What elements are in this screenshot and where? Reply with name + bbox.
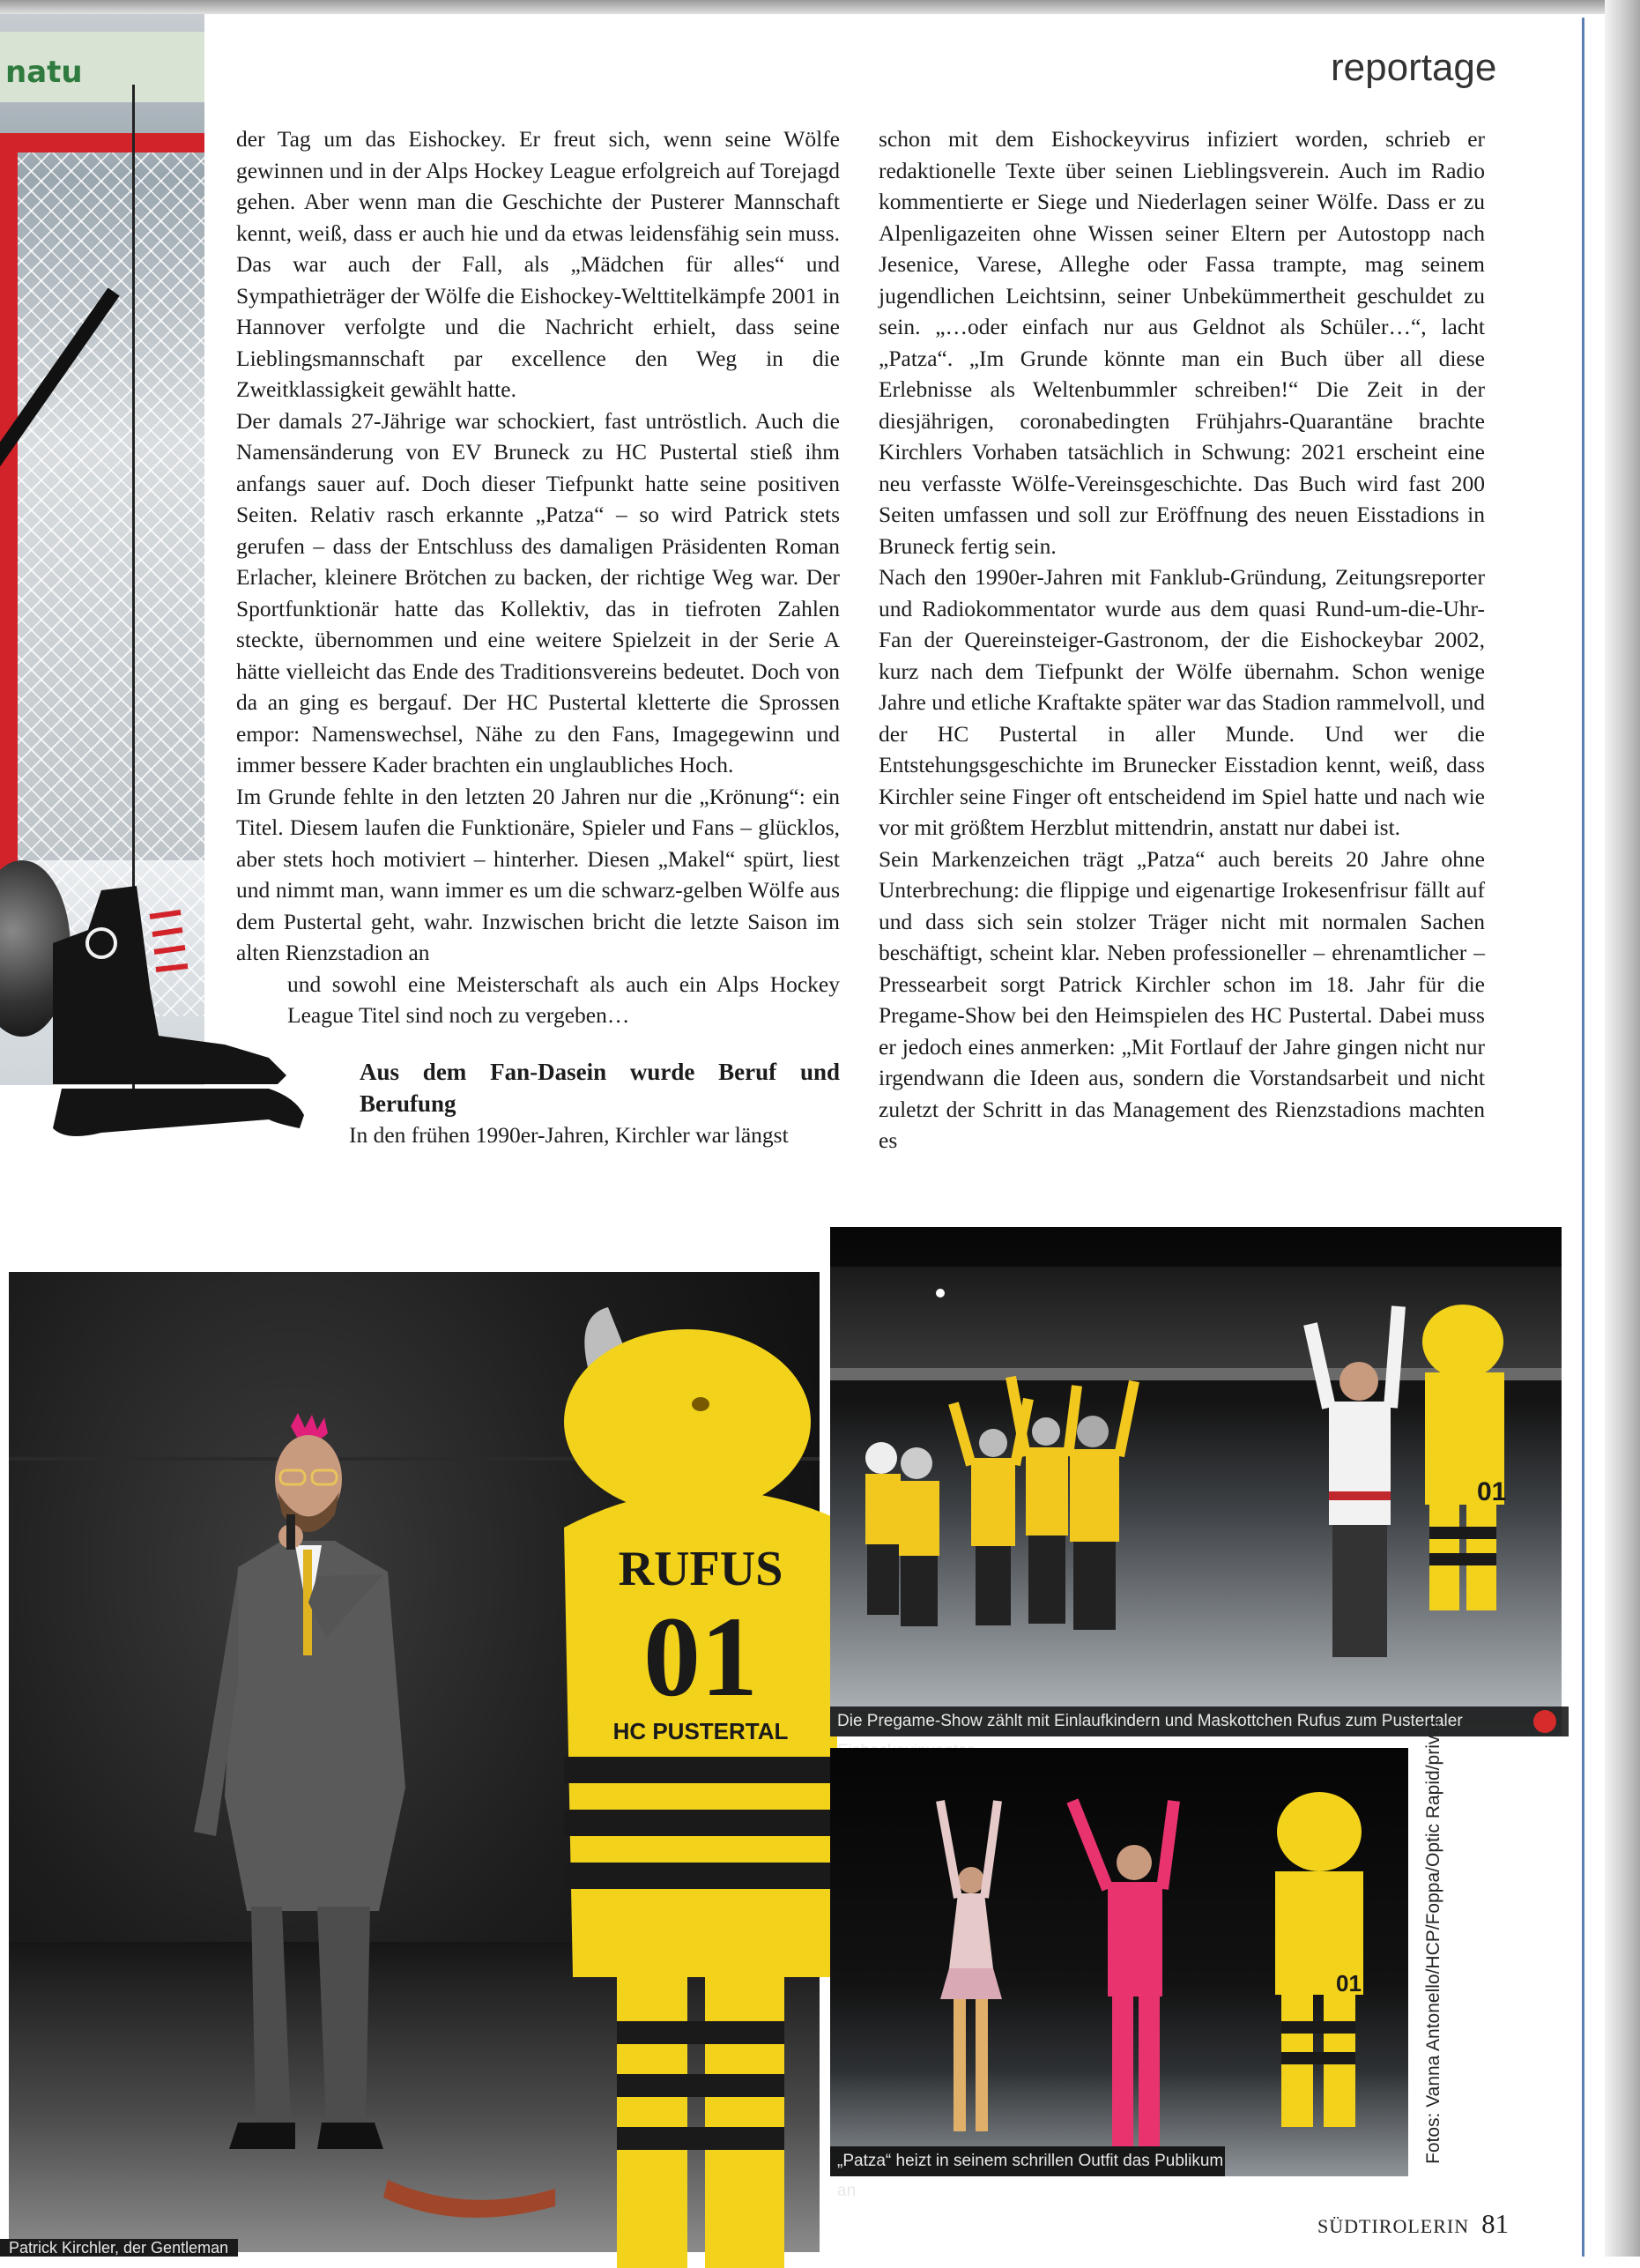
article-left-column (236, 123, 840, 1150)
page-number: 81 (1481, 2208, 1510, 2239)
caption-pregame-photo: Die Pregame-Show zählt mit Einlaufkindern und Maskottchen Rufus zum Pustertaler (830, 1707, 1569, 1736)
article-right-column (879, 123, 1485, 1156)
rink-banner-text: natu (5, 55, 83, 90)
goal-crossbar (0, 133, 204, 152)
photo-agency-logo-icon (1533, 1710, 1556, 1733)
page-footer (1317, 2208, 1509, 2240)
mascot-number-2: 01 (1336, 1970, 1362, 1997)
left-paragraph-3: Im Grunde fehlte in den letzten 20 Jahren nur die „Krönung“: ein Titel. Diesem laufen die Funktionäre, Spieler und Fans – glücklos, aber stets hoch motiviert – hinterher. Diesen „Makel“ spürt, liest und nimmt man, wann immer es um die schwarz-gelben Wölfe aus dem Pustertal geht, wahr. Inzwischen bricht die letzte Saison im alten Rienzstadion an (236, 783, 840, 965)
mascot-rufus-small-2 (1275, 1792, 1363, 2127)
section-subheading: Aus dem Fan-Dasein wurde Beruf und Berufung (360, 1058, 840, 1117)
left-paragraph-5: In den frühen 1990er-Jahren, Kirchler war längst (349, 1121, 789, 1148)
mascot-rufus (555, 1298, 837, 2268)
scan-right-edge (1605, 0, 1640, 2257)
page-binding-line (1582, 18, 1584, 2257)
right-paragraph-2: Nach den 1990er-Jahren mit Fanklub-Gründung, Zeitungsreporter und Radiokommentator wurde aus dem quasi Rund-um-die-Uhr-Fan der Quereinsteiger-Gastronom, der die Eishockeybar 2002, kurz nach dem Tiefpunkt der Wölfe übernahm. Schon wenige Jahre und etliche Kraftakte später war das Stadion rammelvoll, und der HC Pustertal in aller Munde. Und wer die Entstehungsgeschichte im Brunecker Eisstadion kennt, weiß, dass Kirchler seine Finger oft entscheidend im Spiel hatte und nach wie vor mit größtem Herzblut mittendrin, anstatt nur dabei ist. (879, 564, 1485, 840)
figure-skater (940, 1801, 1002, 2131)
kid-figure-2 (899, 1447, 939, 1626)
photo-patza-pink (830, 1748, 1408, 2200)
kid-figure-5 (1070, 1381, 1134, 1630)
adult-white-jersey (1310, 1306, 1399, 1657)
photo-credit: Fotos: Vanna Antonello/HCP/Foppa/Optic Rapid/privat (1423, 1720, 1443, 2164)
magazine-name: SÜDTIROLERIN (1317, 2215, 1470, 2237)
jersey-team: HC PUSTERTAL (612, 1718, 789, 1744)
kid-figure-4 (1011, 1377, 1077, 1624)
right-paragraph-1: schon mit dem Eishockeyvirus infiziert worden, schrieb er redaktionelle Texte über seinen Lieblingsverein. Auch im Radio kommentierte er Siege und Niederlagen seiner Wölfe. Dass er zu Alpenligazeiten ohne Wissen seiner Eltern per Autostopp nach Jesenice, Varese, Alleghe oder Fassa trampte, mag seinem jugendlichen Leichtsinn, seiner Unbekümmertheit geschuldet zu sein. „…oder einfach nur aus Geldnot als Schüler…“, lacht „Patza“. „Im Grunde könnte man ein Buch über all diese Erlebnisse als Weltenbummler schreiben!“ Die Zeit in der diesjährigen, coronabedingten Frühjahrs-Quarantäne brachte Kirchlers Vorhaben tatsächlich in Schwung: 2021 erscheint eine neu verfasste Wölfe-Vereinsgeschichte. Das Buch wird fast 200 Seiten umfassen und soll zur Eröffnung des neuen Eisstadions in Bruneck fertig sein. (879, 126, 1485, 559)
patza-figures (830, 1748, 1408, 2176)
scan-top-edge (0, 0, 1640, 14)
section-label: reportage (1331, 46, 1497, 89)
caption-patza-photo: „Patza“ heizt in seinem schrillen Outfit das Publikum an (830, 2146, 1225, 2176)
speaker-figure (185, 1417, 467, 2193)
pregame-figures (830, 1227, 1562, 1736)
mascot-number: 01 (1477, 1477, 1507, 1506)
left-paragraph-2: Der damals 27-Jährige war schockiert, fast untröstlich. Auch die Namensänderung von EV Bruneck zu HC Pustertal stieß ihm anfangs sauer auf. Doch dieser Tiefpunkt hatte seine positiven Seiten. Relativ rasch erkannte „Patza“ – so wird Patrick stets gerufen – dass der Entschluss des damaligen Präsidenten Roman Erlacher, kleinere Brötchen zu backen, der richtige Weg war. Der Sportfunktionär hatte das Kollektiv, das in tiefroten Zahlen steckte, übernommen und eine weitere Spielzeit in der Serie A hätte vielleicht das Ende des Traditionsvereins bedeutet. Doch von da an ging es bergauf. Der HC Pustertal kletterte die Sprossen empor: Namenswechsel, Nähe zu den Fans, Imagegewinn und immer bessere Kader brachten ein unglaubliches Hoch. (236, 407, 840, 777)
jersey-number: 01 (643, 1594, 758, 1721)
patza-pink-suit (1072, 1801, 1174, 2146)
photo-pregame-show (830, 1227, 1562, 1736)
caption-main-photo: Patrick Kirchler, der Gentleman (0, 2239, 238, 2257)
left-paragraph-1: der Tag um das Eishockey. Er freut sich, wenn seine Wölfe gewinnen und in der Alps Hockey League erfolgreich auf Torejagd gehen. Aber wenn man die Geschichte der Pusterer Mannschaft kennt, weiß, dass er auch hie und da etwas leidensfähig sein muss. Das war auch der Fall, als „Mädchen für alles“ und Sympathieträger der Wölfe die Eishockey-Welttitelkämpfe 2001 in Hannover verfolgte und die Nachricht erhielt, dass seine Lieblingsmannschaft par excellence den Weg in die Zweitklassigkeit gewählt hatte. (236, 126, 840, 402)
photo-speaker-mascot (9, 1272, 820, 2252)
kid-figure-1 (865, 1442, 901, 1615)
right-paragraph-3: Sein Markenzeichen trägt „Patza“ auch bereits 20 Jahre ohne Unterbrechung: die flippige und eigenartige Irokesenfrisur fällt auf und dass sich sein stolzer Träger nicht mit normalen Sachen beschäftigt, scheint klar. Neben professioneller – ehrenamtlicher – Pressearbeit sorgt Patrick Kirchler schon im 18. Jahr für die Pregame-Show bei den Heimspielen des HC Pustertal. Dabei muss er jedoch eines anmerken: „Mit Fortlauf der Jahre gingen nicht nur irgendwann die Ideen aus, sondern die Vorstandsarbeit und nicht zuletzt der Schritt in das Management des Rienzstadions machten es (879, 845, 1485, 1153)
jersey-name: RUFUS (618, 1542, 783, 1596)
mascot-rufus-small (1422, 1305, 1506, 1610)
left-paragraph-4: und sowohl eine Meisterschaft als auch ein Alps Hockey League Titel sind noch zu vergeben… (287, 970, 840, 1028)
